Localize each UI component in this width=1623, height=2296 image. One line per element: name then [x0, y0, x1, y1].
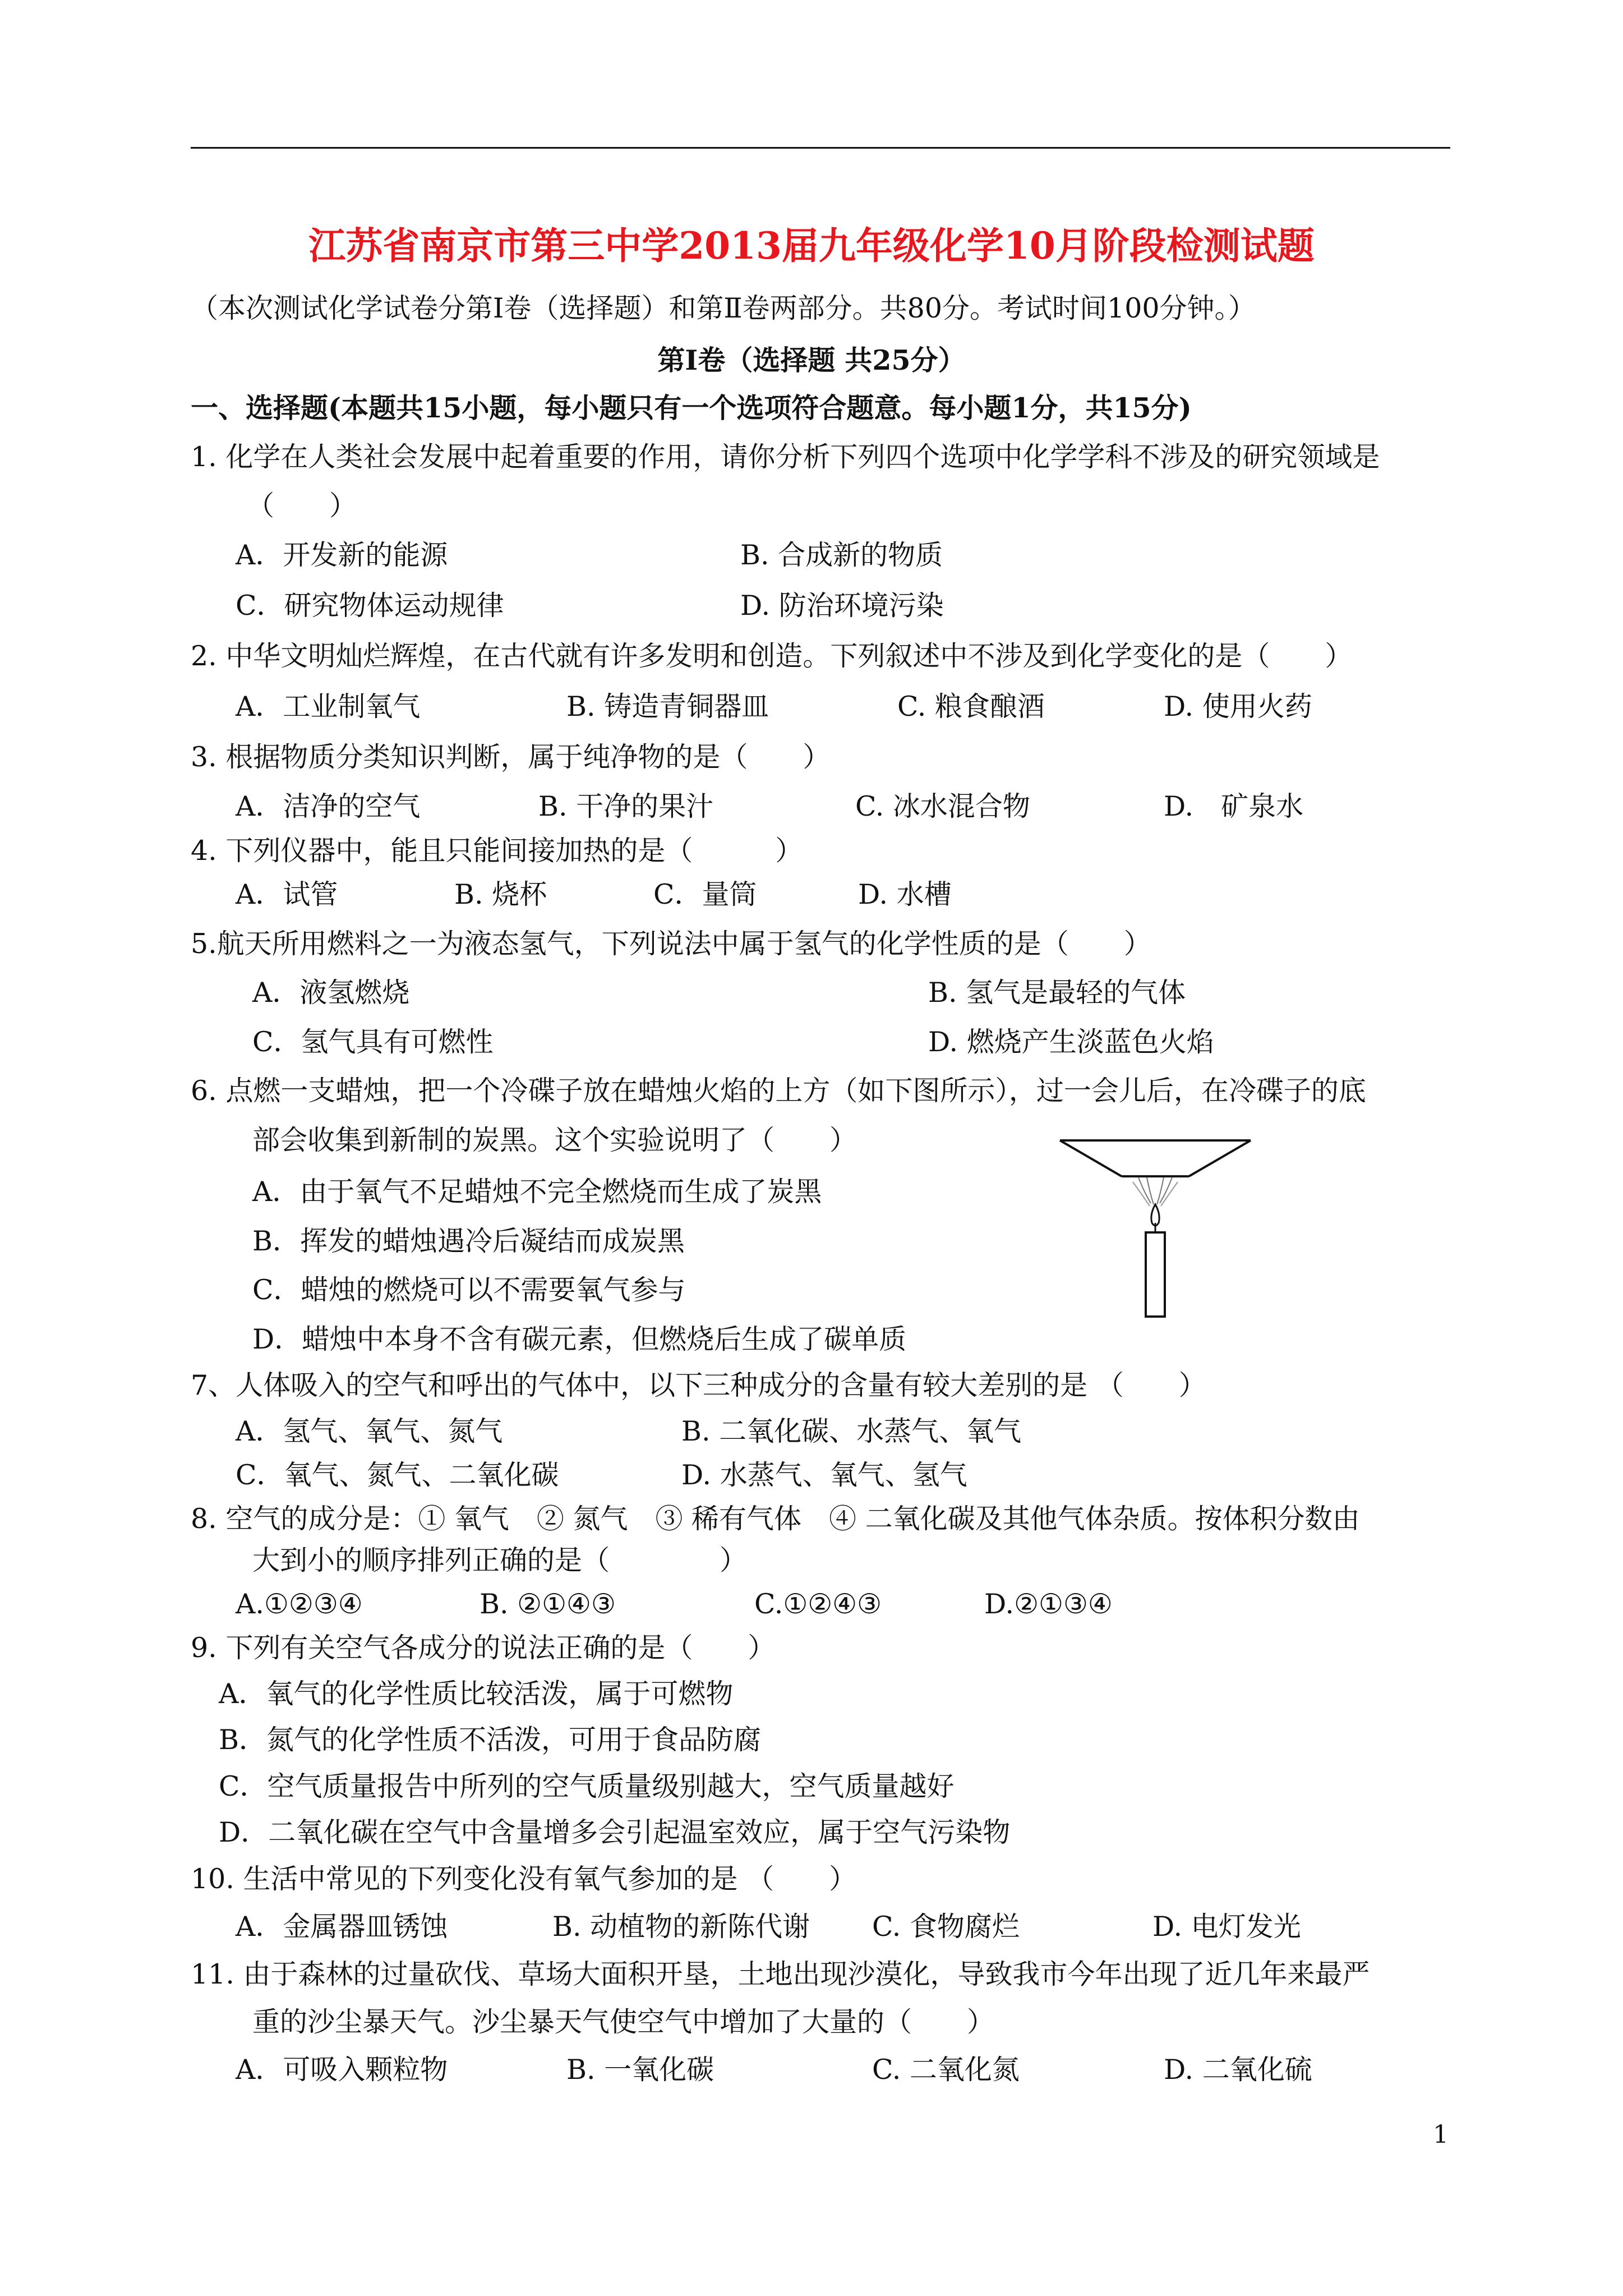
option: B. 动植物的新陈代谢: [552, 1911, 810, 1943]
question-stem: 2. 中华文明灿烂辉煌，在古代就有许多发明和创造。下列叙述中不涉及到化学变化的是（ ）: [191, 640, 1353, 672]
question-stem: 1. 化学在人类社会发展中起着重要的作用，请你分析下列四个选项中化学学科不涉及的研究领域是: [191, 441, 1380, 473]
option: A．氧气的化学性质比较活泼，属于可燃物: [219, 1678, 734, 1710]
option: A．试管: [236, 878, 338, 910]
question-stem: 7、人体吸入的空气和呼出的气体中，以下三种成分的含量有较大差别的是 （ ）: [191, 1369, 1206, 1401]
option: A.①②③④: [236, 1588, 363, 1620]
question-stem: 4. 下列仪器中，能且只能间接加热的是（ ）: [191, 835, 803, 867]
option: D. 防治环境污染: [740, 590, 944, 622]
option: D．二氧化碳在空气中含量增多会引起温室效应，属于空气污染物: [219, 1816, 1011, 1848]
question-stem: 10. 生活中常见的下列变化没有氧气参加的是 （ ）: [191, 1863, 857, 1895]
option: C. 粮食酿酒: [897, 691, 1045, 723]
option: C．研究物体运动规律: [236, 590, 504, 622]
option: C. 二氧化氮: [872, 2054, 1020, 2086]
question-stem: 11. 由于森林的过量砍伐、草场大面积开垦，土地出现沙漠化，导致我市今年出现了近几年来最严: [191, 1958, 1370, 1990]
option: B．挥发的蜡烛遇冷后凝结而成炭黑: [252, 1225, 685, 1257]
option: A．洁净的空气: [236, 790, 421, 822]
option: B．氮气的化学性质不活泼，可用于食品防腐: [219, 1724, 762, 1756]
option: D. 燃烧产生淡蓝色火焰: [928, 1026, 1214, 1058]
option: C．氧气、氮气、二氧化碳: [236, 1459, 559, 1491]
option: C．氢气具有可燃性: [252, 1026, 494, 1058]
option: A．氢气、氧气、氮气: [236, 1415, 503, 1447]
header-rule: [191, 147, 1450, 149]
option: B. 二氧化碳、水蒸气、氧气: [681, 1415, 1022, 1447]
option: D. 二氧化硫: [1164, 2054, 1312, 2086]
option: A．金属器皿锈蚀: [236, 1911, 448, 1943]
option: B. 氢气是最轻的气体: [928, 977, 1186, 1009]
question-stem-cont: 大到小的顺序排列正确的是（ ）: [252, 1544, 748, 1576]
page-number: 1: [1433, 2120, 1449, 2149]
question-stem: 9. 下列有关空气各成分的说法正确的是（ ）: [191, 1632, 776, 1664]
option: D.②①③④: [984, 1588, 1113, 1620]
option: C.①②④③: [754, 1588, 882, 1620]
question-stem-cont: 重的沙尘暴天气。沙尘暴天气使空气中增加了大量的（ ）: [252, 2006, 995, 2038]
option: A．液氢燃烧: [252, 977, 410, 1009]
option: A．工业制氧气: [236, 691, 421, 723]
part-heading: 一、选择题(本题共15小题，每小题只有一个选项符合题意。每小题1分，共15分): [191, 392, 1192, 424]
option: B. ②①④③: [479, 1588, 616, 1620]
question-stem: 6. 点燃一支蜡烛，把一个冷碟子放在蜡烛火焰的上方（如下图所示），过一会儿后，在冷碟子的底: [191, 1075, 1366, 1107]
candle-dish-figure: [1054, 1136, 1256, 1323]
option: B. 烧杯: [454, 878, 547, 910]
exam-note: （本次测试化学试卷分第Ⅰ卷（选择题）和第Ⅱ卷两部分。共80分。考试时间100分钟。）: [191, 292, 1256, 324]
option: A．由于氧气不足蜡烛不完全燃烧而生成了炭黑: [252, 1176, 822, 1208]
option: D. 水槽: [858, 878, 952, 910]
option: C. 食物腐烂: [872, 1911, 1020, 1943]
option: C．空气质量报告中所列的空气质量级别越大，空气质量越好: [219, 1770, 955, 1802]
question-stem: 8. 空气的成分是：① 氧气 ② 氮气 ③ 稀有气体 ④ 二氧化碳及其他气体杂质。按体积分数由: [191, 1503, 1360, 1535]
option: D. 矿泉水: [1164, 790, 1304, 822]
question-stem: 3. 根据物质分类知识判断，属于纯净物的是（ ）: [191, 741, 831, 773]
page-title: 江苏省南京市第三中学2013届九年级化学10月阶段检测试题: [308, 224, 1315, 268]
option: C. 冰水混合物: [855, 790, 1030, 822]
option: B. 干净的果汁: [538, 790, 714, 822]
question-stem-cont: （ ）: [247, 490, 357, 522]
option: B. 铸造青铜器皿: [566, 691, 769, 723]
option: B. 合成新的物质: [740, 539, 943, 571]
option: A．可吸入颗粒物: [236, 2054, 448, 2086]
option: B. 一氧化碳: [566, 2054, 714, 2086]
option: C．量筒: [653, 878, 757, 910]
question-stem: 5.航天所用燃料之一为液态氢气，下列说法中属于氢气的化学性质的是（ ）: [191, 928, 1151, 960]
option: D. 水蒸气、氧气、氢气: [681, 1459, 967, 1491]
option: A．开发新的能源: [236, 539, 448, 571]
option: D. 使用火药: [1164, 691, 1312, 723]
option: D. 电灯发光: [1152, 1911, 1301, 1943]
section-title: 第Ⅰ卷（选择题 共25分）: [657, 344, 966, 376]
option: D．蜡烛中本身不含有碳元素，但燃烧后生成了碳单质: [252, 1323, 907, 1355]
question-stem-cont: 部会收集到新制的炭黑。这个实验说明了（ ）: [252, 1124, 857, 1156]
option: C．蜡烛的燃烧可以不需要氧气参与: [252, 1274, 686, 1306]
